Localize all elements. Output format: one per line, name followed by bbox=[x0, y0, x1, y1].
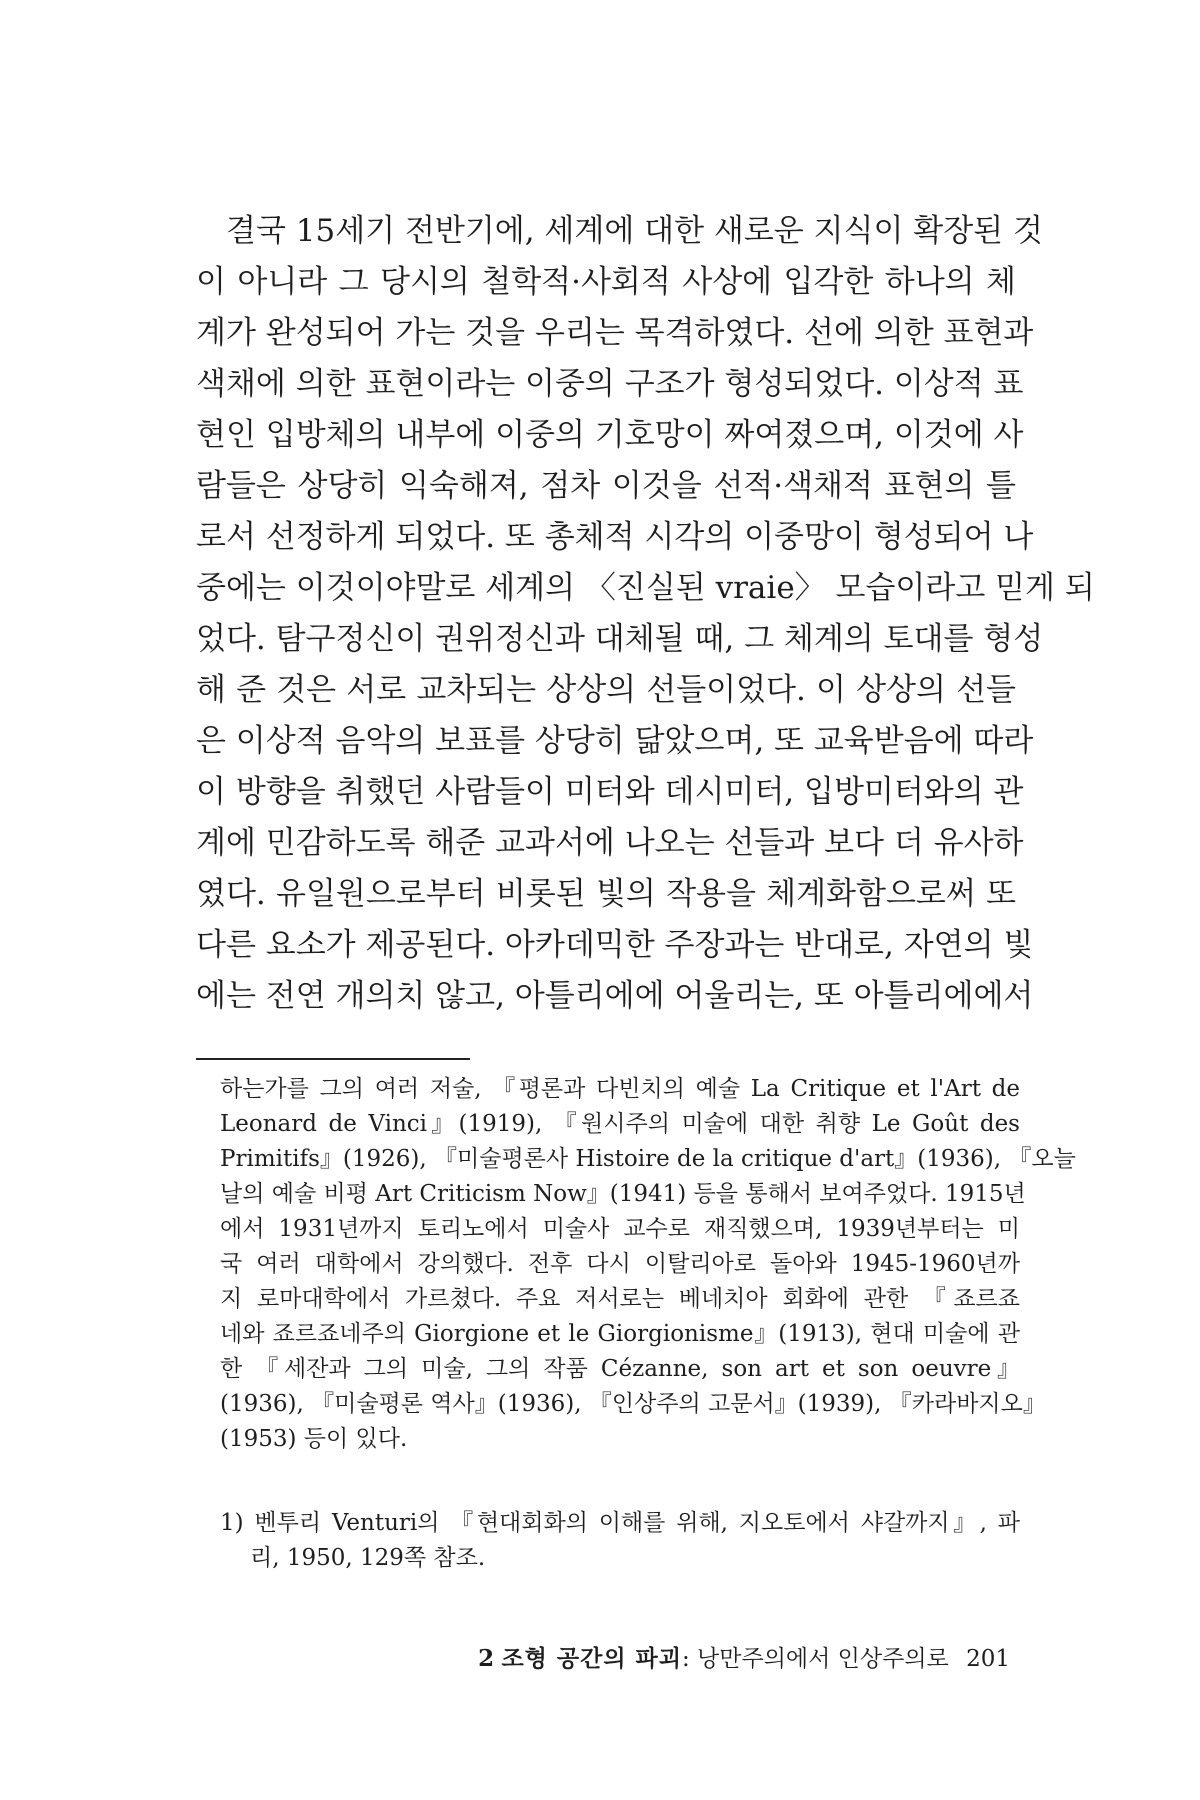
footnote-line: 네와 죠르죠네주의 Giorgione et le Giorgionisme』(1913), 현대 미술에 관 bbox=[220, 1321, 1020, 1347]
body-line: 로서 선정하게 되었다. 또 총체적 시각의 이중망이 형성되어 나 bbox=[196, 519, 1034, 555]
chapter-title: 조형 공간의 파괴 bbox=[501, 1645, 682, 1672]
body-line: 이 방향을 취했던 사람들이 미터와 데시미터, 입방미터와의 관 bbox=[196, 774, 1024, 810]
body-line: 다른 요소가 제공된다. 아카데믹한 주장과는 반대로, 자연의 빛 bbox=[196, 927, 1034, 963]
body-line: 색채에 의한 표현이라는 이중의 구조가 형성되었다. 이상적 표 bbox=[196, 366, 1024, 402]
running-footer bbox=[0, 1640, 1010, 1673]
footnote-line: Primitifs』(1926), 『미술평론사 Histoire de la critique d'art』(1936), 『오늘 bbox=[220, 1146, 1076, 1172]
body-line: 해 준 것은 서로 교차되는 상상의 선들이었다. 이 상상의 선들 bbox=[196, 672, 1016, 708]
page-number: 201 bbox=[966, 1646, 1010, 1672]
footnote-divider bbox=[196, 1058, 470, 1060]
chapter-subtitle: : 낭만주의에서 인상주의로 bbox=[682, 1646, 949, 1672]
body-line: 은 이상적 음악의 보표를 상당히 닮았으며, 또 교육받음에 따라 bbox=[196, 723, 1034, 759]
footnote-line: (1936), 『미술평론 역사』(1936), 『인상주의 고문서』(1939), 『카라바지오』 bbox=[220, 1391, 1046, 1417]
body-line: 계에 민감하도록 해준 교과서에 나오는 선들과 보다 더 유사하 bbox=[196, 825, 1024, 861]
body-line: 에는 전연 개의치 않고, 아틀리에에 어울리는, 또 아틀리에에서 bbox=[196, 978, 1034, 1014]
footnote-line: (1953) 등이 있다. bbox=[220, 1426, 408, 1452]
body-line: 이 아니라 그 당시의 철학적·사회적 사상에 입각한 하나의 체 bbox=[196, 264, 1016, 300]
footnote-line: 지 로마대학에서 가르쳤다. 주요 저서로는 베네치아 회화에 관한 『죠르죠 bbox=[220, 1286, 1020, 1312]
body-line: 람들은 상당히 익숙해져, 점차 이것을 선적·색채적 표현의 틀 bbox=[196, 468, 1016, 504]
footnote-line: 에서 1931년까지 토리노에서 미술사 교수로 재직했으며, 1939년부터는 미 bbox=[220, 1216, 1020, 1242]
footnote-line: Leonard de Vinci』(1919), 『원시주의 미술에 대한 취향 Le Goût des bbox=[220, 1111, 1020, 1137]
body-text bbox=[196, 206, 1095, 1022]
footnote-line: 날의 예술 비평 Art Criticism Now』(1941) 등을 통해서 보여주었다. 1915년 bbox=[220, 1181, 1026, 1207]
footnote-line: 국 여러 대학에서 강의했다. 전후 다시 이탈리아로 돌아와 1945-1960년까 bbox=[220, 1251, 1020, 1277]
body-line: 결국 15세기 전반기에, 세계에 대한 새로운 지식이 확장된 것 bbox=[226, 213, 1043, 249]
footnote-1 bbox=[220, 1506, 1020, 1576]
body-line: 였다. 유일원으로부터 비롯된 빛의 작용을 체계화함으로써 또 bbox=[196, 876, 1016, 912]
footnote-continuation bbox=[220, 1072, 1076, 1457]
footnote-line: 리, 1950, 129쪽 참조. bbox=[250, 1545, 486, 1571]
body-line: 었다. 탐구정신이 권위정신과 대체될 때, 그 체계의 토대를 형성 bbox=[196, 621, 1044, 657]
footnote-line: 하는가를 그의 여러 저술, 『평론과 다빈치의 예술 La Critique et l'Art de bbox=[220, 1076, 1020, 1102]
footnote-line: 1) 벤투리 Venturi의 『현대회화의 이해를 위해, 지오토에서 샤갈까지』, 파 bbox=[220, 1510, 1020, 1536]
chapter-number: 2 bbox=[478, 1645, 495, 1672]
footnote-line: 한 『세잔과 그의 미술, 그의 작품 Cézanne, son art et son oeuvre』 bbox=[220, 1356, 1020, 1382]
body-line: 계가 완성되어 가는 것을 우리는 목격하였다. 선에 의한 표현과 bbox=[196, 315, 1034, 351]
body-line: 현인 입방체의 내부에 이중의 기호망이 짜여졌으며, 이것에 사 bbox=[196, 417, 1024, 453]
body-line: 중에는 이것이야말로 세계의 〈진실된 vraie〉 모습이라고 믿게 되 bbox=[196, 570, 1095, 606]
